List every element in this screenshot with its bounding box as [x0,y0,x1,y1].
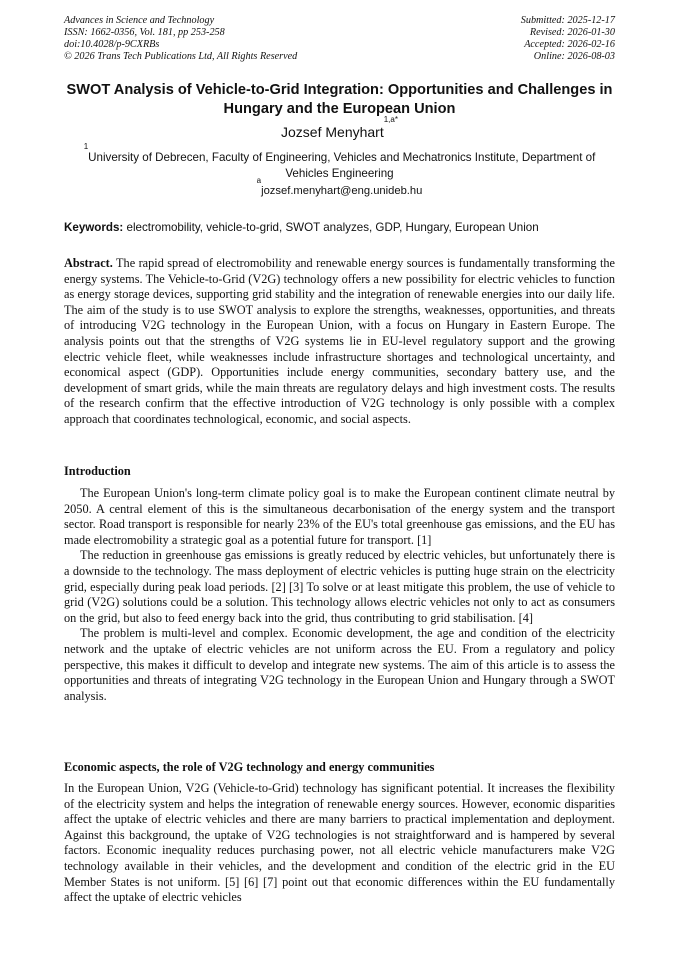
journal-doi[interactable]: doi:10.4028/p-9CXRBs [64,39,160,50]
abstract-text: The rapid spread of electromobility and renewable energy sources is fundamentally transforming the energy systems. The Vehicle-to-Grid (V2G) technology offers a new possibility for electric vehicles to function as energy storage devices, supporting grid stability and the integration of renewable energies into our daily life. The aim of the study is to use SWOT analysis to explore the strengths, weaknesses, opportunities, and threats of introducing V2G technology in the European Union, with a focus on Hungary in Eastern Europe. The analysis points out that the strengths of V2G systems lie in EU-level regulatory support and the growing electric vehicle fleet, while weaknesses include infrastructure shortages and technological uncertainty, and economical aspect (GDP). Opportunities include energy communities, secondary battery use, and the development of smart grids, while the main threats are regulatory delays and high investment costs. The results of the research confirm that the effective introduction of V2G technology is only possible with a complex approach that coordinates technological, economic, and social aspects. [64,256,615,426]
date-accepted: Accepted: 2026-02-16 [524,39,615,50]
introduction-body [64,486,615,704]
author-name: Jozsef Menyhart [281,124,384,140]
keywords-label: Keywords: [64,221,124,234]
economic-body [64,781,615,906]
keywords [64,220,615,235]
keywords-text: electromobility, vehicle-to-grid, SWOT analyzes, GDP, Hungary, European Union [126,221,539,234]
journal-name: Advances in Science and Technology [64,15,215,26]
introduction-paragraph: The reduction in greenhouse gas emissions is greatly reduced by electric vehicles, but unfortunately there is a downside to the technology. The mass deployment of electric vehicles is putting huge strain on the electricity grid, especially during peak load periods. [2] [3] To solve or at least mitigate this problem, the use of vehicle to grid (V2G) solutions could be a solution. This technology allows electric vehicles not only to act as consumers on the grid, but also to feed energy back into the grid, thus contributing to grid stabilisation. [4] [64,548,615,625]
date-revised: Revised: 2026-01-30 [529,27,615,38]
journal-header-right [521,15,615,63]
author-line [64,115,615,141]
abstract [64,256,615,428]
introduction-heading: Introduction [64,464,131,478]
economic-heading: Economic aspects, the role of V2G technology and energy communities [64,760,435,774]
introduction-paragraph: The problem is multi-level and complex. Economic development, the age and condition of the electricity network and the uptake of electric vehicles are not uniform across the EU. From a regulatory and policy perspective, this makes it difficult to develop and integrate new systems. The aim of this article is to assess the opportunities and threats of integrating V2G technology in the European Union and Hungary through a SWOT analysis. [64,626,615,703]
date-submitted: Submitted: 2025-12-17 [520,15,615,26]
author-email [64,176,615,198]
affiliation-text: University of Debrecen, Faculty of Engineering, Vehicles and Mechatronics Institute, Department of Vehicles Engineering [88,151,596,180]
abstract-label: Abstract. [64,256,113,270]
author-superscript: 1,a* [383,115,398,124]
date-online: Online: 2026-08-03 [533,51,615,62]
economic-paragraph: In the European Union, V2G (Vehicle-to-Grid) technology has significant potential. It increases the flexibility of the electricity system and helps the integration of renewable energy sources. However, economic disparities affect the uptake of electric vehicles and there are many barriers to practical implementation and deployment. Against this background, the uptake of V2G technologies is not straightforward and is hampered by several factors. Economic inequality reduces purchasing power, not all electric vehicle manufacturers make V2G technology available in their vehicles, and the development and condition of the electric grid in the EU Member States is not uniform. [5] [6] [7] point out that economic differences within the EU fundamentally affect the uptake of electric vehicles [64,781,615,905]
affiliation [64,142,615,181]
email-address[interactable]: jozsef.menyhart@eng.unideb.hu [261,185,423,197]
email-superscript: a [256,176,262,185]
journal-issn: ISSN: 1662-0356, Vol. 181, pp 253-258 [64,27,225,38]
affiliation-superscript: 1 [83,142,89,151]
journal-copyright: © 2026 Trans Tech Publications Ltd, All Rights Reserved [64,51,298,62]
journal-header-left [64,15,297,63]
introduction-paragraph: The European Union's long-term climate policy goal is to make the European continent climate neutral by 2050. A central element of this is the simultaneous decarbonisation of the energy system and the transport sector. Road transport is responsible for nearly 23% of the EU's total greenhouse gas emissions, and the EU has made electromobility a strategic goal as a potential future for transport. [1] [64,486,615,547]
paper-title: SWOT Analysis of Vehicle-to-Grid Integration: Opportunities and Challenges in Hungary and the European Union [66,82,613,117]
